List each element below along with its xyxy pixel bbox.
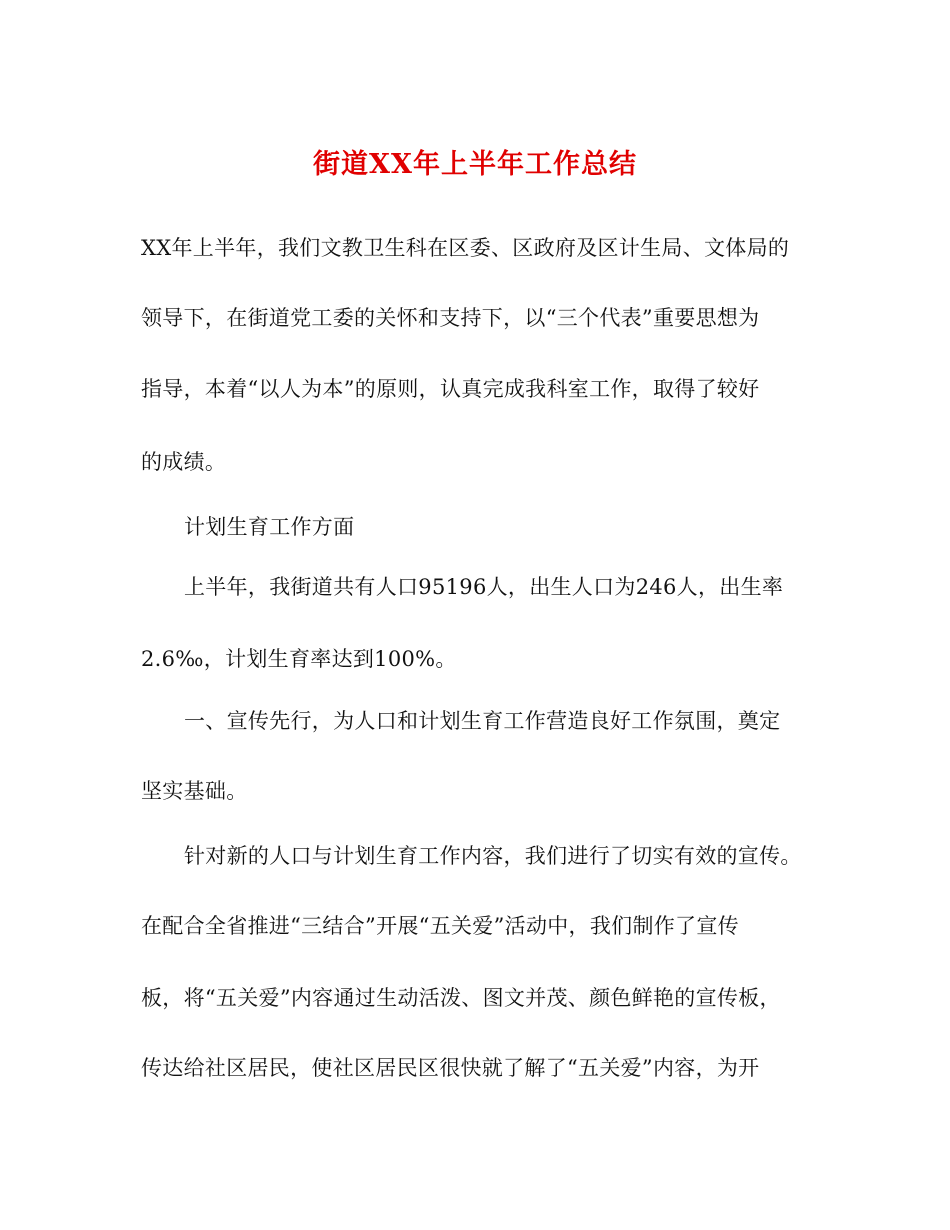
- paragraph-3-line-2: 坚实基础。: [141, 779, 248, 803]
- paragraph-2-line-2: 2.6‰，计划生育率达到100%。: [141, 647, 457, 671]
- paragraph-1-line-4: 的成绩。: [141, 450, 227, 474]
- paragraph-4-line-4: 传达给社区居民，使社区居民区很快就了解了“五关爱”内容，为开: [141, 1056, 760, 1080]
- paragraph-4-line-2: 在配合全省推进“三结合”开展“五关爱”活动中，我们制作了宣传: [141, 914, 739, 938]
- paragraph-3-line-1: 一、宣传先行，为人口和计划生育工作营造良好工作氛围，奠定: [184, 709, 781, 733]
- paragraph-1-line-1: XX年上半年，我们文教卫生科在区委、区政府及区计生局、文体局的: [141, 236, 790, 260]
- paragraph-4-line-1: 针对新的人口与计划生育工作内容，我们进行了切实有效的宣传。: [184, 844, 802, 868]
- paragraph-1-line-2: 领导下，在街道党工委的关怀和支持下，以“三个代表”重要思想为: [141, 306, 760, 330]
- document-title: 街道XX年上半年工作总结: [313, 149, 637, 180]
- paragraph-4-line-3: 板，将“五关爱”内容通过生动活泼、图文并茂、颜色鲜艳的宣传板，: [141, 986, 781, 1010]
- section-heading: 计划生育工作方面: [184, 515, 355, 539]
- paragraph-2-line-1: 上半年，我街道共有人口95196人，出生人口为246人，出生率: [184, 575, 784, 599]
- paragraph-1-line-3: 指导，本着“以人为本”的原则，认真完成我科室工作，取得了较好: [141, 377, 760, 401]
